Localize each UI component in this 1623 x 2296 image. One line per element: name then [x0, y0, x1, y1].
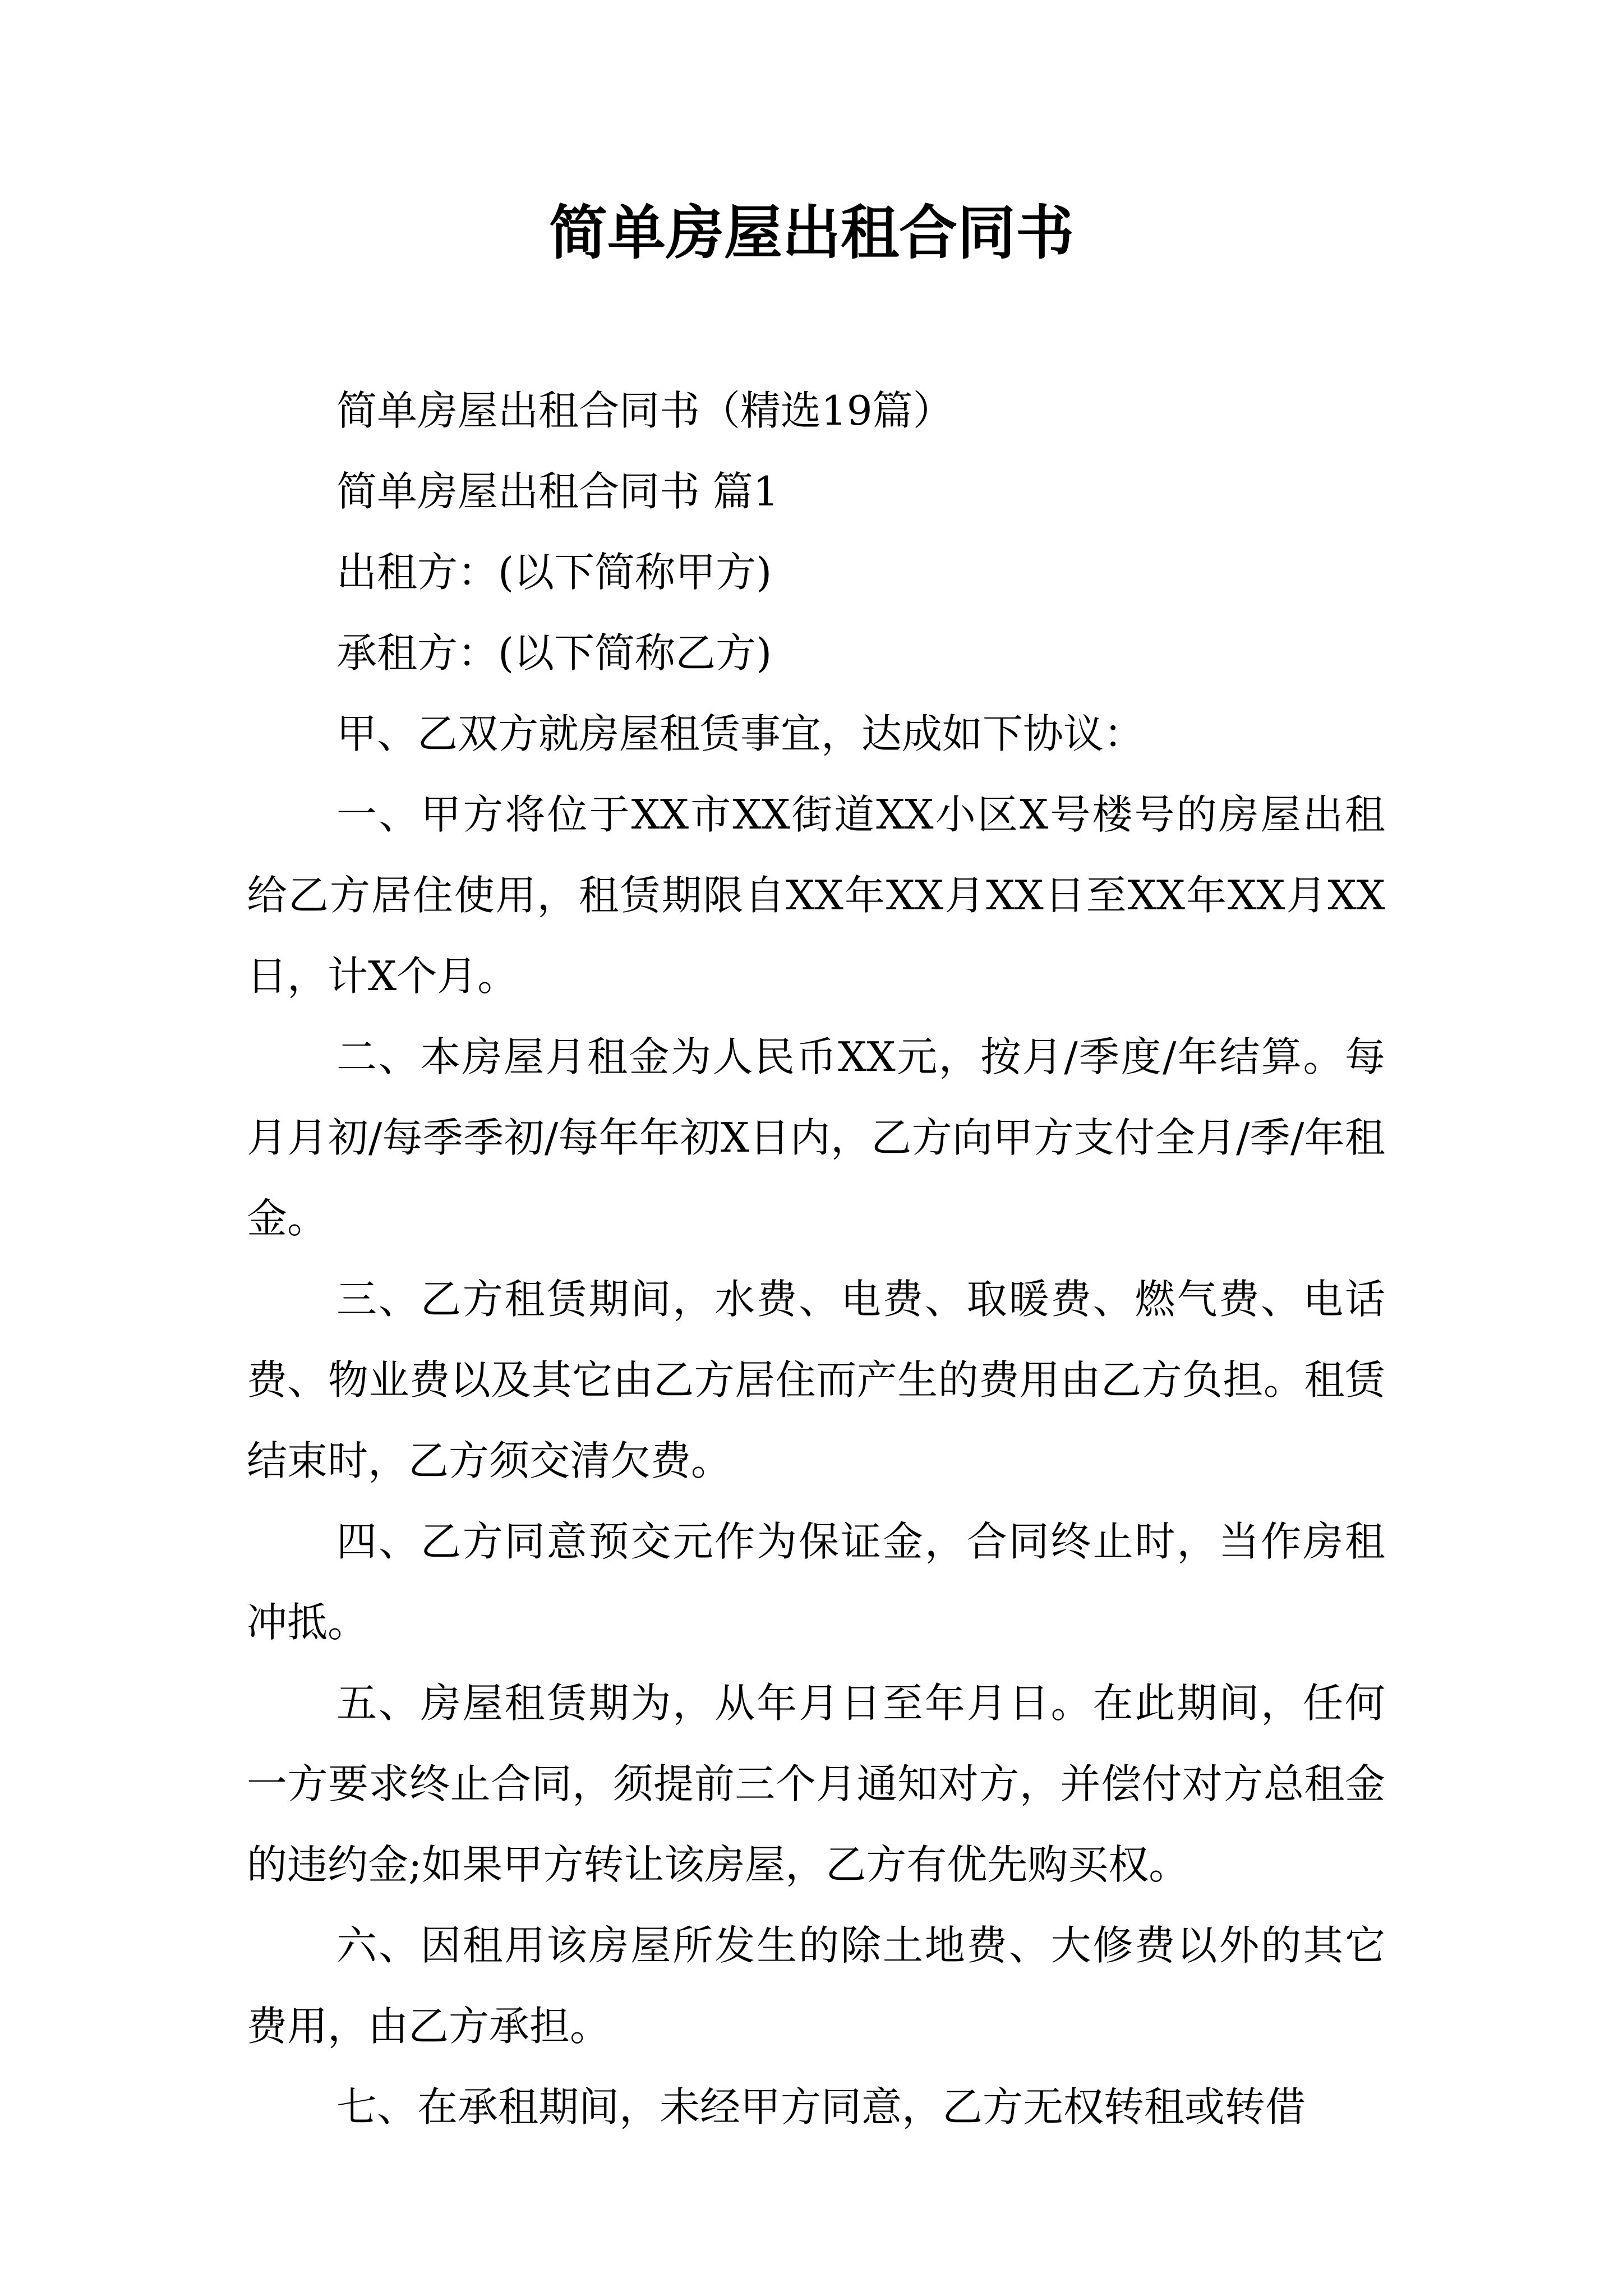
- clause-4: 四、乙方同意预交元作为保证金，合同终止时，当作房租冲抵。: [247, 1518, 1385, 1646]
- clause-1: 一、甲方将位于XX市XX街道XX小区X号楼号的房屋出租给乙方居住使用，租赁期限自XX年XX月XX日至XX年XX月XX日，计X个月。: [247, 791, 1385, 1000]
- section-heading: 简单房屋出租合同书 篇1: [336, 468, 779, 515]
- document-subtitle: 简单房屋出租合同书（精选19篇）: [336, 387, 953, 434]
- agreement-intro: 甲、乙双方就房屋租赁事宜，达成如下协议：: [336, 710, 1145, 757]
- clause-3: 三、乙方租赁期间，水费、电费、取暖费、燃气费、电话费、物业费以及其它由乙方居住而产生的费用由乙方负担。租赁结束时，乙方须交清欠费。: [247, 1276, 1385, 1484]
- lessee-line: 承租方：(以下简称乙方): [336, 629, 772, 677]
- document-title: 简单房屋出租合同书: [548, 198, 1074, 267]
- lessor-line: 出租方：(以下简称甲方): [336, 549, 772, 596]
- document-body: [247, 370, 1385, 2147]
- clause-2: 二、本房屋月租金为人民币XX元，按月/季度/年结算。每月月初/每季季初/每年年初X日内，乙方向甲方支付全月/季/年租金。: [247, 1033, 1385, 1242]
- clause-5: 五、房屋租赁期为，从年月日至年月日。在此期间，任何一方要求终止合同，须提前三个月通知对方，并偿付对方总租金的违约金;如果甲方转让该房屋，乙方有优先购买权。: [247, 1680, 1385, 1888]
- clause-7: 七、在承租期间，未经甲方同意，乙方无权转租或转借: [336, 2083, 1306, 2131]
- clause-6: 六、因租用该房屋所发生的除土地费、大修费以外的其它费用，由乙方承担。: [247, 1922, 1385, 2050]
